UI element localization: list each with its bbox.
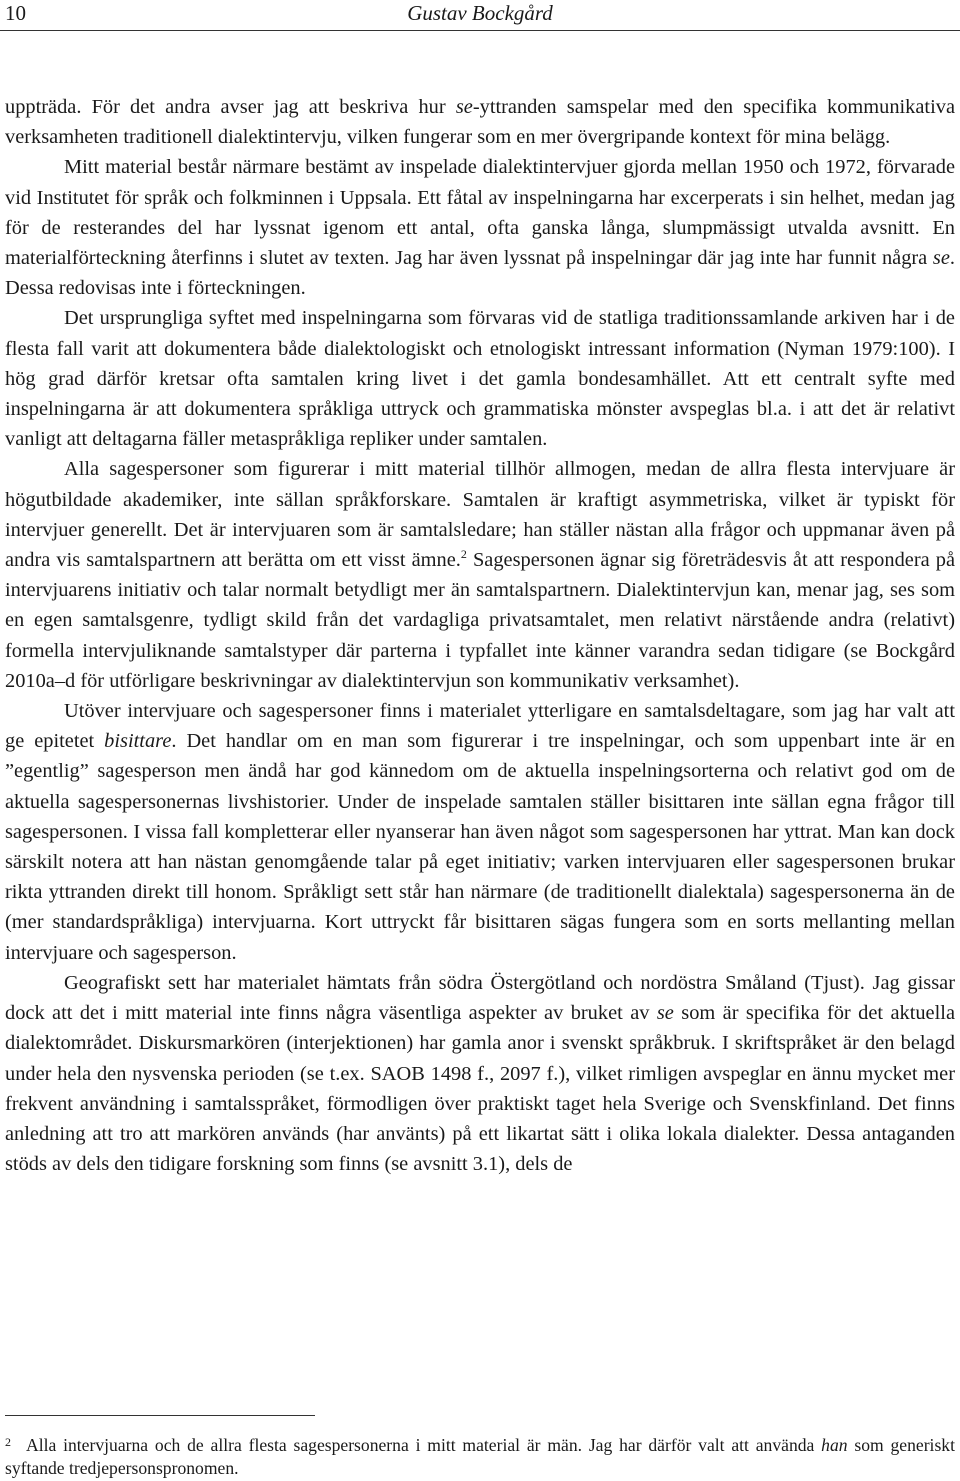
paragraph-1-text-a: uppträda. För det andra avser jag att beskriva hur	[5, 96, 456, 118]
paragraph-1-text-b: -yttranden samspelar med den specifika kommunikativa verksamheten traditionell dialektintervju, vilken fungerar som en mer övergripande kontext för mina belägg.	[5, 96, 956, 149]
paragraph-2-text-b: . Dessa redovisas inte i förteckningen.	[5, 247, 955, 300]
paragraph-2-italic-se: se	[932, 247, 950, 270]
paragraph-4	[5, 454, 955, 696]
body-text	[5, 92, 955, 1179]
paragraph-3: Det ursprungliga syftet med inspelningarna som förvaras vid de statliga traditionssamlande arkiven har i de flesta fall varit att dokumentera både dialektologiskt och etnologiskt intressant information (Nyman 1979:100). I hög grad därför kretsar ofta samtalen kring livet i det gamla bondesamhället. Att ett centralt syfte med inspelningarna är att dokumentera språkliga uttryck och grammatiska mönster avspeglas bl.a. i att det är relativt vanligt att deltagarna fäller metaspråkliga repliker under samtalen.	[5, 307, 955, 451]
paragraph-5-italic-bisittare: bisittare	[104, 730, 172, 753]
paragraph-5	[5, 696, 955, 968]
paragraph-5-text-a: Utöver intervjuare och sagespersoner finns i materialet ytterligare en samtalsdeltagare, som jag har valt att ge epitetet	[5, 700, 955, 753]
paragraph-1	[5, 92, 955, 152]
footnote-reference: 2	[460, 547, 467, 562]
paragraph-4-text-b: Sagespersonen ägnar sig företrädesvis åt att respondera på intervjuarens initiativ och talar normalt betydligt mer än samtalspartnern. Dialektintervjun kan, menar jag, ses som en egen samtalsgenre, tydligt skild från det vardagliga privatsamtalet, men relativt närstående andra (relativt) formella intervjuliknande samtalstyper där parterna i typfallet inte känner varandra sedan tidigare (se Bockgård 2010a–d för utförligare beskrivningar av dialektintervjun son kommunikativ verksamhet).	[5, 549, 955, 692]
footnote-text-b: som generiskt syftande tredjepersonspronomen.	[5, 1435, 955, 1478]
paragraph-2-text-a: Mitt material består närmare bestämt av inspelade dialektintervjuer gjorda mellan 1950 och 1972, förvarade vid Institutet för språk och folkminnen i Uppsala. Ett fåtal av inspelningarna har excerperats i sin helhet, medan jag för de resterandes del har lyssnat igenom ett antal, ofta ganska långa, slumpmässigt utvalda avsnitt. En materialförteckning återfinns i slutet av texten. Jag har även lyssnat på inspelningar där jag inte har funnit några	[5, 156, 955, 270]
running-header-author: Gustav Bockgård	[407, 1, 553, 25]
footnote-divider	[5, 1415, 315, 1416]
paragraph-5-text-b: . Det handlar om en man som figurerar i tre inspelningar, och som uppenbart inte är en ”egentlig” sagesperson men ändå har god kännedom om de aktuella inspelningsorterna och relativt god om de aktuella sagespersonernas livshistorier. Under de inspelade samtalen ställer bisittaren inte sällan egna frågor till sagespersonen. I vissa fall kompletterar eller nyanserar han även något som sagespersonen har yttrat. Man kan dock särskilt notera att han nästan genomgående talar på eget initiativ; varken intervjuaren eller sagespersonen brukar rikta yttranden direkt till honom. Språkligt sett står han närmare (de traditionellt dialektala) sagespersonerna än de (mer standardspråkliga) intervjuarna. Kort uttryckt får bisittaren sägas fungera som en sorts mellanting mellan intervjuare och sagesperson.	[5, 730, 955, 964]
paragraph-6-text-b: som är specifika för det aktuella dialektområdet. Diskursmarkören (interjektionen) har gamla anor i svenskt språkbruk. I skriftspråket är den belagd under hela den nysvenska perioden (se t.ex. SAOB 1498 f., 2097 f.), vilket rimligen avspeglar en ännu mycket mer frekvent användning i samtalsspråket, förmodligen över praktiskt taget hela Sverige och Svenskfinland. Det finns anledning att tro att markören används (har använts) på ett likartat sätt i olika lokala dialekter. Dessa antaganden stöds av dels den tidigare forskning som finns (se avsnitt 3.1), dels de	[5, 1002, 955, 1176]
footnote	[5, 1431, 955, 1480]
paragraph-4-text-a: Alla sagespersoner som figurerar i mitt material tillhör allmogen, medan de allra flesta intervjuare är högutbildade akademiker, inte sällan språkforskare. Samtalen är kraftigt asymmetriska, vilket är typiskt för intervjuer generellt. Det är intervjuaren som är samtalsledare; han ställer nästan alla frågor och uppmanar även på andra vis samtalspartnern att berätta om ett visst ämne.	[5, 458, 955, 572]
paragraph-6-text-a: Geografiskt sett har materialet hämtats från södra Östergötland och nordöstra Småland (Tjust). Jag gissar dock att det i mitt material inte finns några väsentliga aspekter av bruket av	[5, 971, 955, 1025]
paragraph-6	[5, 968, 955, 1179]
paragraph-2	[5, 152, 955, 303]
running-header	[0, 0, 960, 31]
page-number: 10	[5, 1, 26, 25]
footnote-mark: 2	[5, 1435, 11, 1449]
paragraph-1-italic-se: se	[455, 96, 473, 118]
footnote-italic-han: han	[821, 1435, 848, 1455]
footnote-text-a: Alla intervjuarna och de allra flesta sagespersonerna i mitt material är män. Jag har därför valt att använda	[26, 1435, 822, 1455]
paragraph-6-italic-se: se	[656, 1002, 674, 1025]
